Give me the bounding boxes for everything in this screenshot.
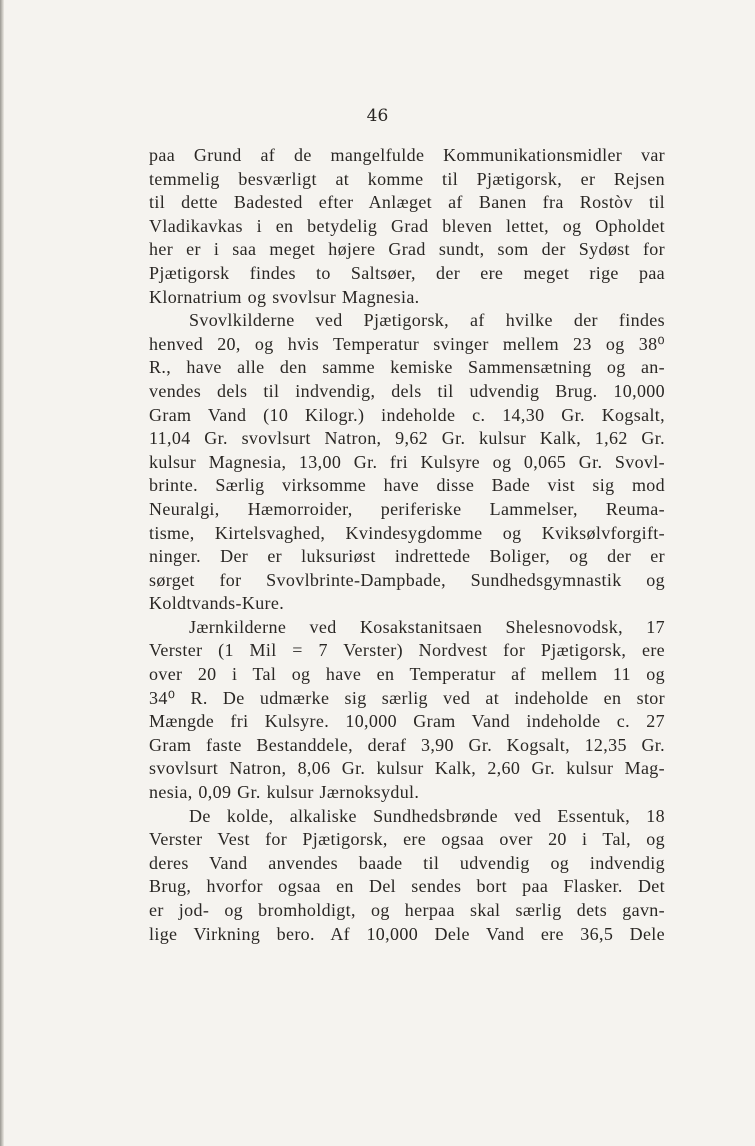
text-line: Brug, hvorfor ogsaa en Del sendes bort paa Flasker. Det xyxy=(149,876,665,897)
page-number: 46 xyxy=(366,106,389,126)
text-line: Gram faste Bestanddele, deraf 3,90 Gr. Kogsalt, 12,35 Gr. xyxy=(149,734,665,755)
text-line: Mængde fri Kulsyre. 10,000 Gram Vand indeholde c. 27 xyxy=(149,711,665,732)
text-line: Verster (1 Mil = 7 Verster) Nordvest for Pjætigorsk, ere xyxy=(149,640,665,661)
text-line: Verster Vest for Pjætigorsk, ere ogsaa over 20 i Tal, og xyxy=(149,829,665,850)
page-edge-shadow xyxy=(0,0,4,1146)
text-line: nesia, 0,09 Gr. kulsur Jærnoksydul. xyxy=(149,782,420,803)
text-line: sørget for Svovlbrinte-Dampbade, Sundhedsgymnastik og xyxy=(149,569,665,590)
body-text xyxy=(149,144,665,946)
text-line: er jod- og bromholdigt, og herpaa skal særlig dets gavn- xyxy=(149,900,665,920)
text-line: tisme, Kirtelsvaghed, Kvindesygdomme og Kviksølvforgift- xyxy=(149,522,665,543)
text-line: Klornatrium og svovlsur Magnesia. xyxy=(149,286,420,307)
text-line: Neuralgi, Hæmorroider, periferiske Lammelser, Reuma- xyxy=(149,498,665,519)
text-line: vendes dels til indvendig, dels til udvendig Brug. 10,000 xyxy=(149,380,665,401)
text-line: Gram Vand (10 Kilogr.) indeholde c. 14,30 Gr. Kogsalt, xyxy=(149,404,665,425)
text-line: ninger. Der er luksuriøst indrettede Boliger, og der er xyxy=(149,546,665,567)
text-line: 11,04 Gr. svovlsurt Natron, 9,62 Gr. kulsur Kalk, 1,62 Gr. xyxy=(149,428,665,449)
text-line: 34⁰ R. De udmærke sig særlig ved at indeholde en stor xyxy=(149,687,665,708)
text-line: Jærnkilderne ved Kosakstanitsaen Shelesnovodsk, 17 xyxy=(189,616,665,637)
text-line: Svovlkilderne ved Pjætigorsk, af hvilke der findes xyxy=(189,310,665,331)
text-line: over 20 i Tal og have en Temperatur af mellem 11 og xyxy=(149,664,665,685)
text-line: Pjætigorsk findes to Saltsøer, der ere meget rige paa xyxy=(149,262,665,283)
text-line: brinte. Særlig virksomme have disse Bade vist sig mod xyxy=(149,475,665,496)
text-line: Koldtvands-Kure. xyxy=(149,593,285,614)
text-line: paa Grund af de mangelfulde Kommunikationsmidler var xyxy=(149,145,665,165)
text-line: Vladikavkas i en betydelig Grad bleven lettet, og Opholdet xyxy=(149,215,665,236)
text-line: kulsur Magnesia, 13,00 Gr. fri Kulsyre og 0,065 Gr. Svovl- xyxy=(149,451,665,472)
text-line: temmelig besværligt at komme til Pjætigorsk, er Rejsen xyxy=(149,168,665,189)
text-line: til dette Badested efter Anlæget af Banen fra Rostòv til xyxy=(149,192,665,213)
text-line: lige Virkning bero. Af 10,000 Dele Vand ere 36,5 Dele xyxy=(149,923,665,944)
text-line: her er i saa meget højere Grad sundt, som der Sydøst for xyxy=(149,239,665,260)
text-line: R., have alle den samme kemiske Sammensætning og an- xyxy=(149,357,665,378)
text-line: De kolde, alkaliske Sundhedsbrønde ved Essentuk, 18 xyxy=(189,805,665,826)
text-line: deres Vand anvendes baade til udvendig og indvendig xyxy=(149,852,665,873)
text-line: henved 20, og hvis Temperatur svinger mellem 23 og 38⁰ xyxy=(149,333,665,354)
text-line: svovlsurt Natron, 8,06 Gr. kulsur Kalk, 2,60 Gr. kulsur Mag- xyxy=(149,758,665,779)
